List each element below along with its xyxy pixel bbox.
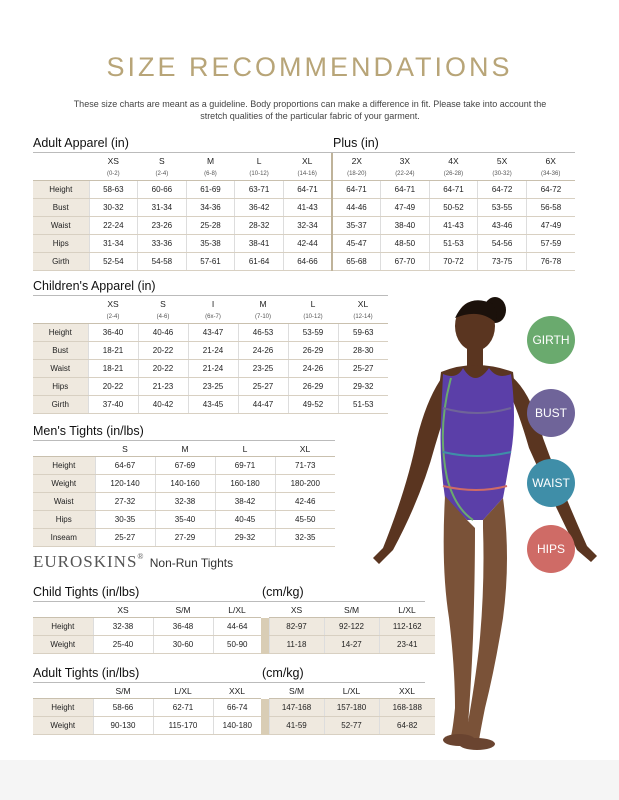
- table-cell: 36-48: [153, 618, 213, 636]
- size-header: M: [259, 298, 267, 309]
- table-cell: 42-46: [275, 493, 335, 511]
- table-cell: 76-78: [526, 253, 575, 271]
- metric-size-header: S/M: [324, 602, 379, 618]
- table-cell: 64-71: [283, 181, 332, 199]
- row-label: Weight: [33, 475, 95, 493]
- size-header: L: [215, 441, 275, 457]
- table-cell: 21-24: [188, 342, 238, 360]
- size-header: XS: [93, 602, 153, 618]
- adult-apparel-table: [33, 153, 575, 271]
- metric-cell: 112-162: [379, 618, 435, 636]
- metric-size-header: XS: [269, 602, 324, 618]
- table-cell: 47-49: [526, 217, 575, 235]
- table-cell: 61-64: [235, 253, 284, 271]
- metric-size-header: L/XL: [324, 683, 379, 699]
- adult-tights-title: Adult Tights (in/lbs): [33, 666, 140, 680]
- table-row: [33, 235, 575, 253]
- table-cell: 31-34: [89, 235, 138, 253]
- table-cell: 64-67: [95, 457, 155, 475]
- table-row: [33, 378, 388, 396]
- row-label: Bust: [33, 342, 88, 360]
- dancer-figure: [373, 297, 597, 750]
- size-header-row: [33, 441, 335, 457]
- table-cell: 41-43: [429, 217, 478, 235]
- table-row: [33, 342, 388, 360]
- table-cell: 50-90: [213, 636, 261, 654]
- page-title: SIZE RECOMMENDATIONS: [106, 52, 513, 82]
- size-sub-label: (2-4): [138, 168, 187, 181]
- table-cell: 25-27: [338, 360, 388, 378]
- table-cell: 140-180: [213, 717, 261, 735]
- table-cell: 63-71: [235, 181, 284, 199]
- size-header: XL: [275, 441, 335, 457]
- table-cell: 29-32: [338, 378, 388, 396]
- metric-cell: 52-77: [324, 717, 379, 735]
- metric-size-header: S/M: [269, 683, 324, 699]
- size-sub-label: (22-24): [381, 168, 430, 181]
- plus-title: Plus (in): [333, 136, 379, 150]
- size-sub-row: [33, 168, 575, 181]
- table-cell: 56-58: [526, 199, 575, 217]
- table-row: [33, 493, 335, 511]
- row-label: Weight: [33, 717, 93, 735]
- table-row: [33, 199, 575, 217]
- size-header: M: [206, 155, 215, 166]
- size-header: L: [256, 155, 262, 166]
- table-cell: 26-29: [288, 378, 338, 396]
- table-cell: 38-41: [235, 235, 284, 253]
- table-cell: 23-25: [238, 360, 288, 378]
- table-cell: 28-32: [235, 217, 284, 235]
- table-cell: 44-64: [213, 618, 261, 636]
- size-header: XL: [301, 155, 313, 166]
- size-sub-label: (34-36): [526, 168, 575, 181]
- child-tights-title: Child Tights (in/lbs): [33, 585, 140, 599]
- table-cell: 115-170: [153, 717, 213, 735]
- table-cell: 71-73: [275, 457, 335, 475]
- table-cell: 58-63: [89, 181, 138, 199]
- table-cell: 42-44: [283, 235, 332, 253]
- table-cell: 44-46: [332, 199, 381, 217]
- size-header: S: [160, 298, 166, 309]
- table-cell: 49-52: [288, 396, 338, 414]
- children-apparel-table: [33, 296, 388, 414]
- size-sub-label: (18-20): [332, 168, 381, 181]
- euroskins-subtitle: Non-Run Tights: [149, 556, 234, 570]
- size-header: 6X: [545, 155, 556, 166]
- table-cell: 41-43: [283, 199, 332, 217]
- size-sub-label: (6x-7): [188, 311, 238, 324]
- table-cell: 18-21: [88, 342, 138, 360]
- gap-cell: [261, 699, 269, 717]
- table-row: [33, 181, 575, 199]
- table-cell: 54-58: [138, 253, 187, 271]
- gap-cell: [261, 636, 269, 654]
- table-cell: 43-45: [188, 396, 238, 414]
- metric-cell: 14-27: [324, 636, 379, 654]
- euroskins-brand: EUROSKINS: [33, 552, 138, 571]
- table-cell: 18-21: [88, 360, 138, 378]
- row-label: Girth: [33, 253, 89, 271]
- intro-text: These size charts are meant as a guideline. Body proportions can make a difference in fit. Please take into account the stretch qualities of the particular fabric of your garment.: [73, 99, 547, 121]
- table-cell: 25-27: [95, 529, 155, 547]
- row-label: Waist: [33, 493, 95, 511]
- table-cell: 22-24: [89, 217, 138, 235]
- corner-cell: [33, 153, 89, 168]
- table-cell: 35-40: [155, 511, 215, 529]
- table-cell: 69-71: [215, 457, 275, 475]
- table-cell: 26-29: [288, 342, 338, 360]
- table-cell: 36-40: [88, 324, 138, 342]
- table-cell: 23-26: [138, 217, 187, 235]
- table-cell: 64-71: [332, 181, 381, 199]
- row-label: Height: [33, 457, 95, 475]
- table-cell: 50-52: [429, 199, 478, 217]
- corner-cell: [33, 441, 95, 457]
- table-row: [33, 457, 335, 475]
- table-cell: 38-40: [381, 217, 430, 235]
- table-cell: 21-24: [188, 360, 238, 378]
- row-label: Hips: [33, 235, 89, 253]
- size-header: 5X: [496, 155, 508, 166]
- gap-cell: [261, 683, 269, 699]
- row-label: Waist: [33, 217, 89, 235]
- size-header: XXL: [213, 683, 261, 699]
- table-cell: 27-29: [155, 529, 215, 547]
- row-label: Height: [33, 181, 89, 199]
- adult-tights-metric-title: (cm/kg): [262, 666, 304, 680]
- table-cell: 64-72: [526, 181, 575, 199]
- children-apparel-title: Children's Apparel (in): [33, 279, 156, 293]
- table-cell: 33-36: [138, 235, 187, 253]
- table-cell: 45-47: [332, 235, 381, 253]
- table-cell: 120-140: [95, 475, 155, 493]
- table-cell: 20-22: [88, 378, 138, 396]
- table-cell: 61-69: [186, 181, 235, 199]
- table-cell: 67-70: [381, 253, 430, 271]
- table-cell: 24-26: [288, 360, 338, 378]
- table-cell: 90-130: [93, 717, 153, 735]
- size-header: XS: [107, 155, 119, 166]
- table-cell: 64-72: [478, 181, 527, 199]
- table-cell: 27-32: [95, 493, 155, 511]
- table-cell: 62-71: [153, 699, 213, 717]
- corner-cell: [33, 311, 88, 324]
- table-cell: 60-66: [138, 181, 187, 199]
- size-header-row: [33, 296, 388, 311]
- table-cell: 52-54: [89, 253, 138, 271]
- row-label: Weight: [33, 636, 93, 654]
- table-cell: 28-30: [338, 342, 388, 360]
- row-label: Inseam: [33, 529, 95, 547]
- table-cell: 40-45: [215, 511, 275, 529]
- size-header: S: [95, 441, 155, 457]
- girth-label-circle: GIRTH: [527, 316, 575, 364]
- table-cell: 40-46: [138, 324, 188, 342]
- size-header: 2X: [332, 153, 381, 168]
- table-cell: 53-55: [478, 199, 527, 217]
- table-cell: 30-35: [95, 511, 155, 529]
- table-cell: 44-47: [238, 396, 288, 414]
- table-row: [33, 217, 575, 235]
- table-cell: 23-25: [188, 378, 238, 396]
- size-sub-label: (12-14): [338, 311, 388, 324]
- table-cell: 57-59: [526, 235, 575, 253]
- table-cell: 35-38: [186, 235, 235, 253]
- table-cell: 38-42: [215, 493, 275, 511]
- corner-cell: [33, 602, 93, 618]
- table-cell: 67-69: [155, 457, 215, 475]
- table-row: [33, 324, 388, 342]
- table-cell: 30-32: [89, 199, 138, 217]
- row-label: Height: [33, 324, 88, 342]
- corner-cell: [33, 296, 88, 311]
- table-cell: 64-71: [429, 181, 478, 199]
- row-label: Waist: [33, 360, 88, 378]
- table-cell: 70-72: [429, 253, 478, 271]
- metric-size-header: XXL: [379, 683, 435, 699]
- hips-label-circle: HIPS: [527, 525, 575, 573]
- size-header: L/XL: [213, 602, 261, 618]
- metric-cell: 147-168: [269, 699, 324, 717]
- mens-tights-title: Men's Tights (in/lbs): [33, 424, 144, 438]
- table-cell: 40-42: [138, 396, 188, 414]
- row-label: Bust: [33, 199, 89, 217]
- table-cell: 29-32: [215, 529, 275, 547]
- table-cell: 64-66: [283, 253, 332, 271]
- table-cell: 32-34: [283, 217, 332, 235]
- child-tights-metric-title: (cm/kg): [262, 585, 304, 599]
- table-cell: 30-60: [153, 636, 213, 654]
- table-cell: 59-63: [338, 324, 388, 342]
- table-cell: 180-200: [275, 475, 335, 493]
- table-cell: 64-71: [381, 181, 430, 199]
- size-header: XS: [107, 298, 119, 309]
- table-row: [33, 529, 335, 547]
- table-row: [33, 511, 335, 529]
- metric-cell: 92-122: [324, 618, 379, 636]
- size-sub-label: (0-2): [89, 168, 138, 181]
- registered-mark: ®: [137, 552, 145, 561]
- size-header: L: [310, 298, 316, 309]
- table-cell: 21-23: [138, 378, 188, 396]
- row-label: Girth: [33, 396, 88, 414]
- table-cell: 53-59: [288, 324, 338, 342]
- table-cell: 51-53: [429, 235, 478, 253]
- corner-cell: [33, 168, 89, 181]
- table-cell: 25-28: [186, 217, 235, 235]
- table-cell: 35-37: [332, 217, 381, 235]
- size-sub-label: (30-32): [478, 168, 527, 181]
- row-label: Hips: [33, 511, 95, 529]
- metric-cell: 23-41: [379, 636, 435, 654]
- table-cell: 46-53: [238, 324, 288, 342]
- table-cell: 48-50: [381, 235, 430, 253]
- table-cell: 25-27: [238, 378, 288, 396]
- size-header: S/M: [93, 683, 153, 699]
- size-sub-label: (26-28): [429, 168, 478, 181]
- size-header: XL: [357, 298, 369, 309]
- row-label: Height: [33, 699, 93, 717]
- size-sub-label: (6-8): [186, 168, 235, 181]
- table-cell: 51-53: [338, 396, 388, 414]
- table-cell: 58-66: [93, 699, 153, 717]
- table-cell: 24-26: [238, 342, 288, 360]
- size-header-row: [33, 153, 575, 168]
- metric-cell: 41-59: [269, 717, 324, 735]
- size-header: S: [159, 155, 165, 166]
- table-cell: 65-68: [332, 253, 381, 271]
- size-header: S/M: [153, 602, 213, 618]
- table-row: [33, 360, 388, 378]
- table-cell: 43-46: [478, 217, 527, 235]
- table-cell: 160-180: [215, 475, 275, 493]
- table-cell: 34-36: [186, 199, 235, 217]
- metric-cell: 157-180: [324, 699, 379, 717]
- table-cell: 20-22: [138, 360, 188, 378]
- metric-cell: 82-97: [269, 618, 324, 636]
- corner-cell: [33, 683, 93, 699]
- size-header: M: [155, 441, 215, 457]
- table-cell: 73-75: [478, 253, 527, 271]
- table-cell: 31-34: [138, 199, 187, 217]
- table-cell: 45-50: [275, 511, 335, 529]
- gap-cell: [261, 717, 269, 735]
- table-cell: 54-56: [478, 235, 527, 253]
- size-header: I: [211, 298, 215, 309]
- table-cell: 32-35: [275, 529, 335, 547]
- metric-cell: 11-18: [269, 636, 324, 654]
- size-header: 4X: [448, 155, 459, 166]
- size-sub-label: (10-12): [235, 168, 284, 181]
- size-sub-label: (7-10): [238, 311, 288, 324]
- size-header: L/XL: [153, 683, 213, 699]
- mens-tights-table: [33, 441, 335, 547]
- row-label: Hips: [33, 378, 88, 396]
- table-cell: 47-49: [381, 199, 430, 217]
- metric-cell: 168-188: [379, 699, 435, 717]
- metric-size-header: L/XL: [379, 602, 435, 618]
- waist-label-circle: WAIST: [527, 459, 575, 507]
- size-sub-row: [33, 311, 388, 324]
- gap-cell: [261, 602, 269, 618]
- table-cell: 43-47: [188, 324, 238, 342]
- size-sub-label: (14-16): [283, 168, 332, 181]
- table-cell: 57-61: [186, 253, 235, 271]
- table-cell: 140-160: [155, 475, 215, 493]
- table-cell: 36-42: [235, 199, 284, 217]
- size-sub-label: (2-4): [88, 311, 138, 324]
- size-sub-label: (10-12): [288, 311, 338, 324]
- bottom-bar: [0, 760, 619, 800]
- table-row: [33, 396, 388, 414]
- size-header: 3X: [399, 155, 411, 166]
- table-cell: 66-74: [213, 699, 261, 717]
- table-cell: 32-38: [155, 493, 215, 511]
- adult-apparel-title: Adult Apparel (in): [33, 136, 129, 150]
- table-row: [33, 253, 575, 271]
- table-cell: 20-22: [138, 342, 188, 360]
- metric-cell: 64-82: [379, 717, 435, 735]
- table-cell: 37-40: [88, 396, 138, 414]
- gap-cell: [261, 618, 269, 636]
- row-label: Height: [33, 618, 93, 636]
- bust-label-circle: BUST: [527, 389, 575, 437]
- table-cell: 25-40: [93, 636, 153, 654]
- table-cell: 32-38: [93, 618, 153, 636]
- table-row: [33, 475, 335, 493]
- euroskins-logo: [33, 552, 233, 572]
- size-sub-label: (4-6): [138, 311, 188, 324]
